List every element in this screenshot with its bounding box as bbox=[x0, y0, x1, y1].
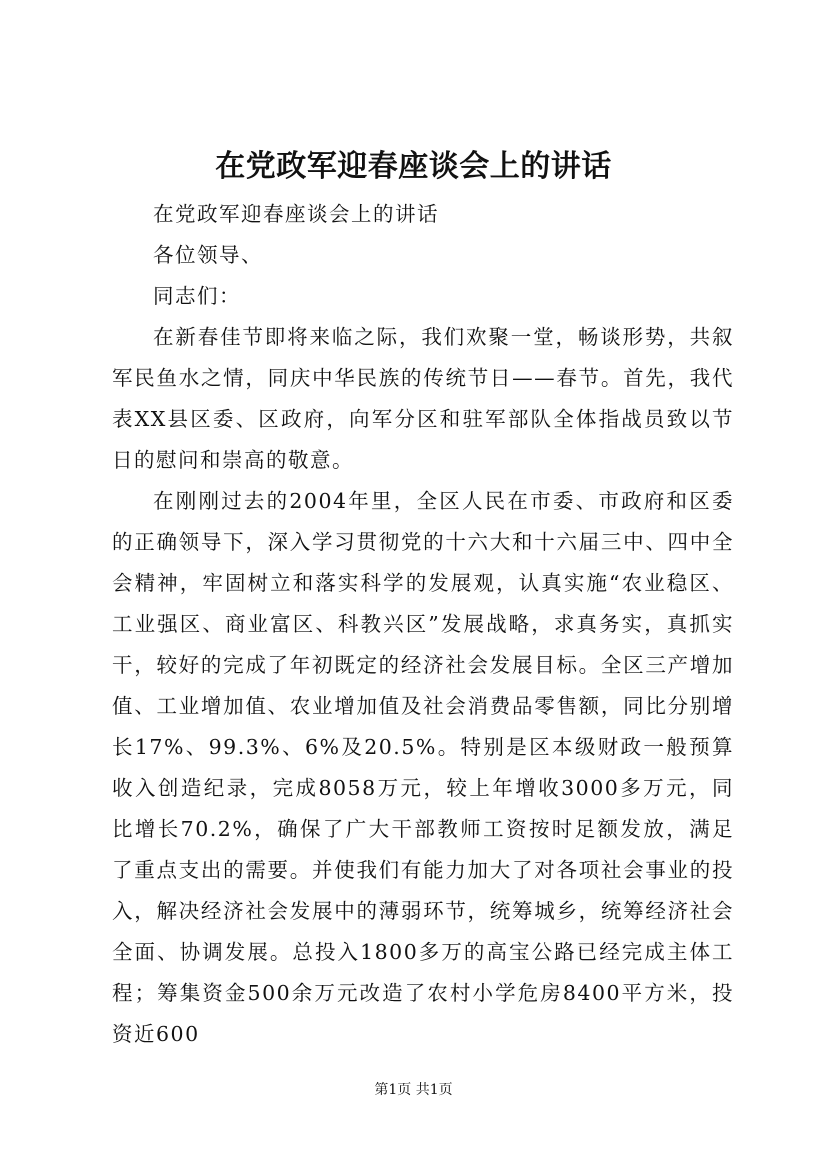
document-title: 在党政军迎春座谈会上的讲话 bbox=[215, 149, 612, 184]
paragraph-subtitle: 在党政军迎春座谈会上的讲话 bbox=[153, 202, 439, 226]
paragraph-review: 在刚刚过去的2004年里，全区人民在市委、市政府和区委的正确领导下，深入学习贯彻党的十六大和十六届三中、四中全会精神，牢固树立和落实科学的发展观，认真实施“农业稳区、工业强区、商业富区、科教兴区”发展战略，求真务实，真抓实干，较好的完成了年初既定的经济社会发展目标。全区三产增加值、工业增加值、农业增加值及社会消费品零售额，同比分别增长17%、99.3%、6%及20.5%。特别是区本级财政一般预算收入创造纪录，完成8058万元，较上年增收3000多万元，同比增长70.2%，确保了广大干部教师工资按时足额发放，满足了重点支出的需要。并使我们有能力加大了对各项社会事业的投入，解决经济社会发展中的薄弱环节，统筹城乡，统筹经济社会全面、协调发展。总投入1800多万的高宝公路已经完成主体工程；筹集资金500余万元改造了农村小学危房8400平方米，投资近600 bbox=[112, 489, 734, 1046]
document-body bbox=[112, 194, 734, 1055]
paragraph-salutation-1: 各位领导、 bbox=[153, 243, 263, 267]
page-footer: 第1页 共1页 bbox=[374, 1082, 453, 1098]
paragraph-opening: 在新春佳节即将来临之际，我们欢聚一堂，畅谈形势，共叙军民鱼水之情，同庆中华民族的传统节日——春节。首先，我代表XX县区委、区政府，向军分区和驻军部队全体指战员致以节日的慰问和崇高的敬意。 bbox=[112, 325, 734, 472]
paragraph-salutation-2: 同志们： bbox=[153, 284, 241, 308]
